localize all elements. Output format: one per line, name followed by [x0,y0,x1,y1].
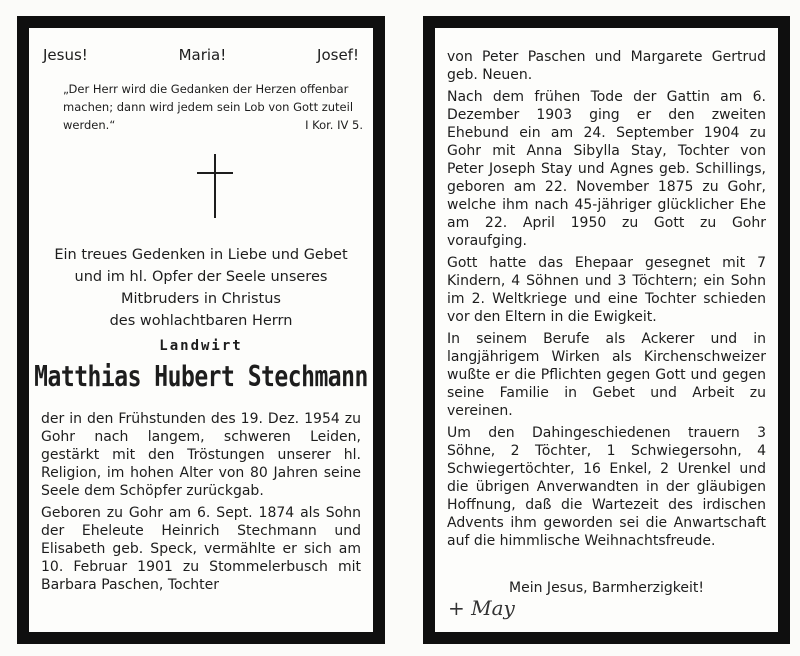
paragraph: der in den Frühstunden des 19. Dez. 1954 zu Gohr nach langem, schweren Leiden, gestärkt mit den Tröstungen unserer hl. Religion, im hohen Alter von 80 Jahren seine Seele dem Schöpfer zurückgab. [41,411,361,499]
occupation: Landwirt [159,338,243,354]
bible-quote [63,80,363,134]
paragraph: von Peter Paschen und Margarete Gertrud geb. Neuen. [447,49,766,83]
intro-text [29,244,373,332]
quote-text: „Der Herr wird die Gedanken der Herzen offenbar machen; dann wird jedem sein Lob von Gott zuteil werden.“ [63,82,354,132]
intro-line: des wohlachtbaren Herrn [109,313,293,329]
name-jesus: Jesus! [43,46,88,64]
cross-icon [197,154,233,218]
holy-names [43,46,359,64]
name-josef: Josef! [317,46,359,64]
paragraph: Geboren zu Gohr am 6. Sept. 1874 als Sohn der Eheleute Heinrich Stechmann und Elisabeth geb. Speck, vermählte er sich am 10. Februar 1901 zu Stommelerbusch mit Barbara Paschen, Tochter [41,505,361,593]
intro-line: und im hl. Opfer der Seele unseres [74,269,328,285]
memorial-card-left [17,16,385,644]
intro-line: Mitbruders in Christus [121,291,281,307]
name-maria: Maria! [178,46,227,64]
paragraph: Gott hatte das Ehepaar gesegnet mit 7 Kindern, 4 Söhnen und 3 Töchtern; ein Sohn im 2. Weltkriege und eine Tochter schieden vor den Eltern in die Ewigkeit. [447,255,766,325]
biography-left [41,410,361,598]
intro-line: Ein treues Gedenken in Liebe und Gebet [54,247,348,263]
card-inner-right [435,28,778,632]
deceased-name: Matthias Hubert Stechmann [34,360,368,394]
paragraph: Nach dem frühen Tode der Gattin am 6. Dezember 1903 ging er den zweiten Ehebund ein am 24. September 1904 zu Gohr mit Anna Sibylla Stay, Tochter von Peter Joseph Stay und Agnes geb. Schillings, geboren am 22. November 1875 zu Gohr, welche ihm nach 45-jähriger glücklicher Ehe am 22. April 1950 zu Gott zu Gohr voraufging. [447,89,766,249]
paragraph: Um den Dahingeschiedenen trauern 3 Söhne, 2 Töchter, 1 Schwiegersohn, 4 Schwiegertöchter, 16 Enkel, 2 Urenkel und die übrigen Anverwandten in der gläubigen Hoffnung, daß die Wartezeit des irdischen Advents ihm geworden sei die Anwartschaft auf die himmlische Weihnachtsfreude. [447,425,766,549]
handwritten-note: + May [448,596,515,620]
paragraph: In seinem Berufe als Ackerer und in langjährigem Wirken als Kirchenschweizer wußte er die Pflichten gegen Gott und gegen seine Familie in Gebet und Arbeit zu vereinen. [447,331,766,419]
memorial-card-right [423,16,790,644]
card-inner-left [29,28,373,632]
closing-prayer: Mein Jesus, Barmherzigkeit! [509,580,704,596]
quote-reference: I Kor. IV 5. [305,118,363,132]
biography-right [447,48,766,554]
